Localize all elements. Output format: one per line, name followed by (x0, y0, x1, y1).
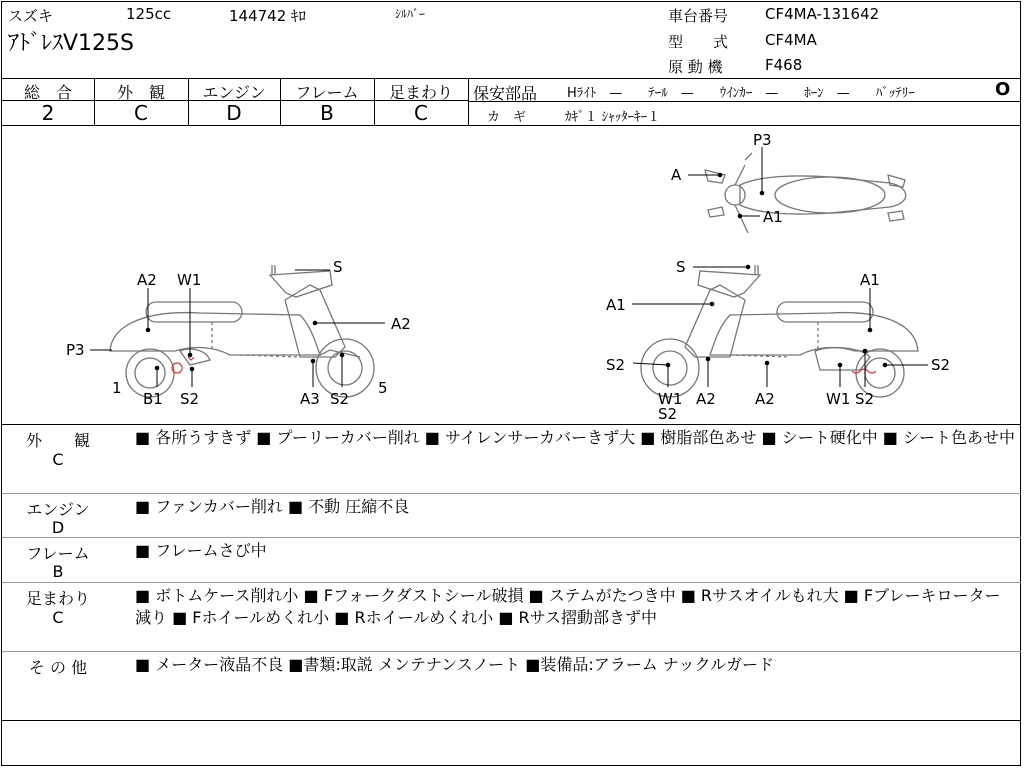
label-a1: A1 (606, 296, 626, 314)
safety-label: 保安部品 (473, 84, 538, 103)
divider (2, 537, 1021, 538)
grade-value-exterior: C (134, 101, 148, 125)
label-a2: A2 (137, 271, 157, 289)
type-value: CF4MA (765, 31, 817, 49)
grade-label-frame: フレーム (295, 83, 359, 102)
grade-label-exterior: 外 観 (116, 83, 165, 102)
frame-no-label: 車台番号 (668, 7, 729, 25)
grade-label-overall: 総 合 (23, 83, 72, 102)
note-text-other: ■ メーター液晶不良 ■書類:取説 メンテナンスノート ■装備品:アラーム ナックルガード (135, 655, 775, 674)
note-grade-frame: B (52, 562, 64, 581)
label-s2: S2 (658, 405, 678, 423)
grade-value-suspension: C (414, 101, 428, 125)
divider (468, 101, 1021, 102)
label-s2: S2 (855, 390, 875, 408)
label-a1: A1 (860, 271, 880, 289)
divider (2, 78, 1021, 79)
label-5: 5 (378, 379, 388, 397)
note-text-engine: ■ ファンカバー削れ ■ 不動 圧縮不良 (135, 497, 410, 516)
note-text-frame: ■ フレームさび中 (135, 541, 267, 560)
label-s2: S2 (606, 356, 626, 374)
engine-label: 原 動 機 (668, 58, 723, 76)
note-grade-suspension: C (52, 608, 64, 627)
key-value: ｶｷﾞ１ ｼｬｯﾀｰｷｰ１ (565, 110, 661, 125)
frame-no: CF4MA-131642 (765, 5, 880, 23)
note-text-exterior: ■ 各所うすきず ■ プーリーカバー削れ ■ サイレンサーカバーきず大 ■ 樹脂部色あせ ■ シート硬化中 ■ シート色あせ中 (135, 428, 1016, 447)
label-a2: A2 (696, 390, 716, 408)
divider (468, 78, 469, 125)
note-label-other: そ の 他 (28, 658, 88, 677)
label-a3: A3 (300, 390, 320, 408)
label-a1: A1 (763, 208, 783, 226)
label-s: S (333, 258, 343, 276)
label-1: 1 (112, 379, 122, 397)
grade-value-overall: 2 (41, 101, 55, 125)
label-s2: S2 (330, 390, 350, 408)
note-text-suspension: ■ ボトムケース削れ小 ■ Fフォークダストシール破損 ■ ステムがたつき中 ■ Rサスオイルもれ大 ■ Fブレーキローター減り ■ Fホイールめくれ小 ■ Rホイールめくれ小 ■ Rサス摺動部きず中 (135, 586, 1001, 627)
displacement: 125cc (126, 5, 172, 23)
battery-mark: O (995, 79, 1011, 100)
label-s2: S2 (180, 390, 200, 408)
label-a2: A2 (755, 390, 775, 408)
note-label-exterior: 外 観 (25, 431, 90, 450)
label-s: S (676, 258, 686, 276)
note-grade-engine: D (51, 518, 65, 537)
note-label-frame: フレーム (26, 544, 90, 563)
grade-label-suspension: 足まわり (388, 83, 453, 102)
maker: スズキ (8, 7, 54, 25)
label-a2: A2 (391, 315, 411, 333)
key-label: カ ギ (487, 110, 527, 125)
note-label-engine: エンジン (26, 500, 90, 519)
grade-label-engine: エンジン (202, 83, 266, 102)
type-label: 型 式 (668, 33, 729, 51)
color: ｼﾙﾊﾞｰ (395, 7, 426, 21)
label-w1: W1 (658, 390, 683, 408)
grade-value-engine: D (226, 101, 242, 125)
divider (2, 720, 1021, 721)
grade-value-frame: B (320, 101, 334, 125)
divider (2, 582, 1021, 583)
note-label-suspension: 足まわり (25, 589, 90, 608)
mileage: 144742 ｷﾛ (229, 7, 307, 25)
label-p3: P3 (753, 131, 772, 149)
engine-value: F468 (765, 56, 803, 74)
label-p3: P3 (66, 341, 85, 359)
label-b1: B1 (143, 390, 163, 408)
divider (2, 493, 1021, 494)
label-a: A (671, 166, 682, 184)
label-w1: W1 (826, 390, 851, 408)
note-grade-exterior: C (52, 450, 64, 469)
divider (2, 651, 1021, 652)
model-name: ｱﾄﾞﾚｽV125S (8, 31, 135, 56)
safety-items: Hﾗｲﾄ — ﾃｰﾙ — ｳｲﾝｶｰ — ﾎｰﾝ — ﾊﾞｯﾃﾘｰ (567, 86, 915, 101)
label-s2: S2 (931, 356, 951, 374)
label-w1: W1 (177, 271, 202, 289)
